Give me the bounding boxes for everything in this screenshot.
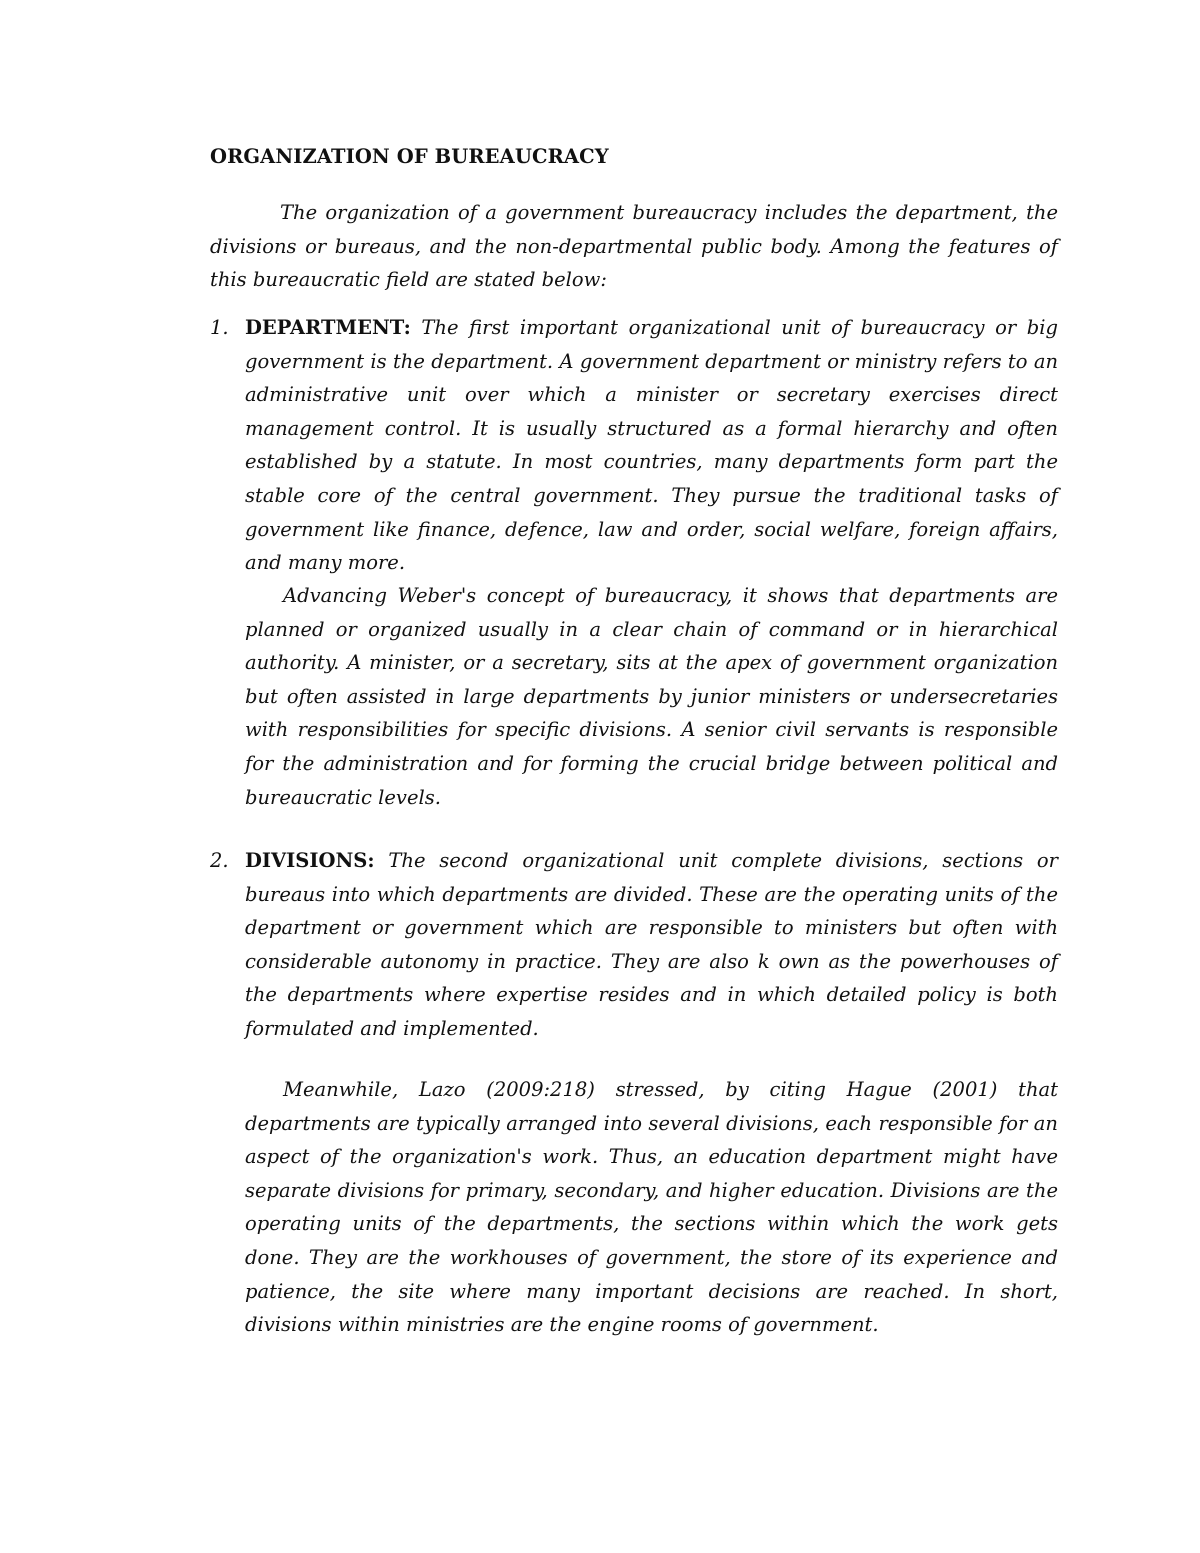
item-number-1: 1.	[210, 316, 229, 339]
list-item-divisions	[245, 844, 1058, 1046]
item-heading-divisions: DIVISIONS:	[245, 849, 375, 872]
item-text-divisions: The second organizational unit complete divisions, sections or bureaus into which departments are divided. These are the operating units of the department or government which are responsible to ministers but often with considerable autonomy in practice. They are also k own as the powerhouses of the departments where expertise resides and in which detailed policy is both formulated and implemented.	[245, 849, 1058, 1040]
list-item-department	[245, 311, 1058, 580]
divisions-follow-up-paragraph: Meanwhile, Lazo (2009:218) stressed, by citing Hague (2001) that departments are typically arranged into several divisions, each responsible for an aspect of the organization's work. Thus, an education department might have separate divisions for primary, secondary, and higher education. Divisions are the operating units of the departments, the sections within which the work gets done. They are the workhouses of government, the store of its experience and patience, the site where many important decisions are reached. In short, divisions within ministries are the engine rooms of government.	[245, 1078, 1058, 1337]
item-heading-department: DEPARTMENT:	[245, 316, 411, 339]
item-text-department: The first important organizational unit of bureaucracy or big government is the department. A government department or ministry refers to an administrative unit over which a minister or secretary exercises direct management control. It is usually structured as a formal hierarchy and often established by a statute. In most countries, many departments form part the stable core of the central government. They pursue the traditional tasks of government like finance, defence, law and order, social welfare, foreign affairs, and many more.	[245, 316, 1058, 575]
item-number-2: 2.	[210, 849, 229, 872]
department-follow-up-paragraph: Advancing Weber's concept of bureaucracy, it shows that departments are planned or organized usually in a clear chain of command or in hierarchical authority. A minister, or a secretary, sits at the apex of government organization but often assisted in large departments by junior ministers or undersecretaries with responsibilities for specific divisions. A senior civil servants is responsible for the administration and for forming the crucial bridge between political and bureaucratic levels.	[245, 584, 1058, 809]
intro-paragraph: The organization of a government bureaucracy includes the department, the divisions or bureaus, and the non-departmental public body. Among the features of this bureaucratic field are stated below:	[210, 201, 1058, 292]
document-title: ORGANIZATION OF BUREAUCRACY	[210, 145, 609, 168]
